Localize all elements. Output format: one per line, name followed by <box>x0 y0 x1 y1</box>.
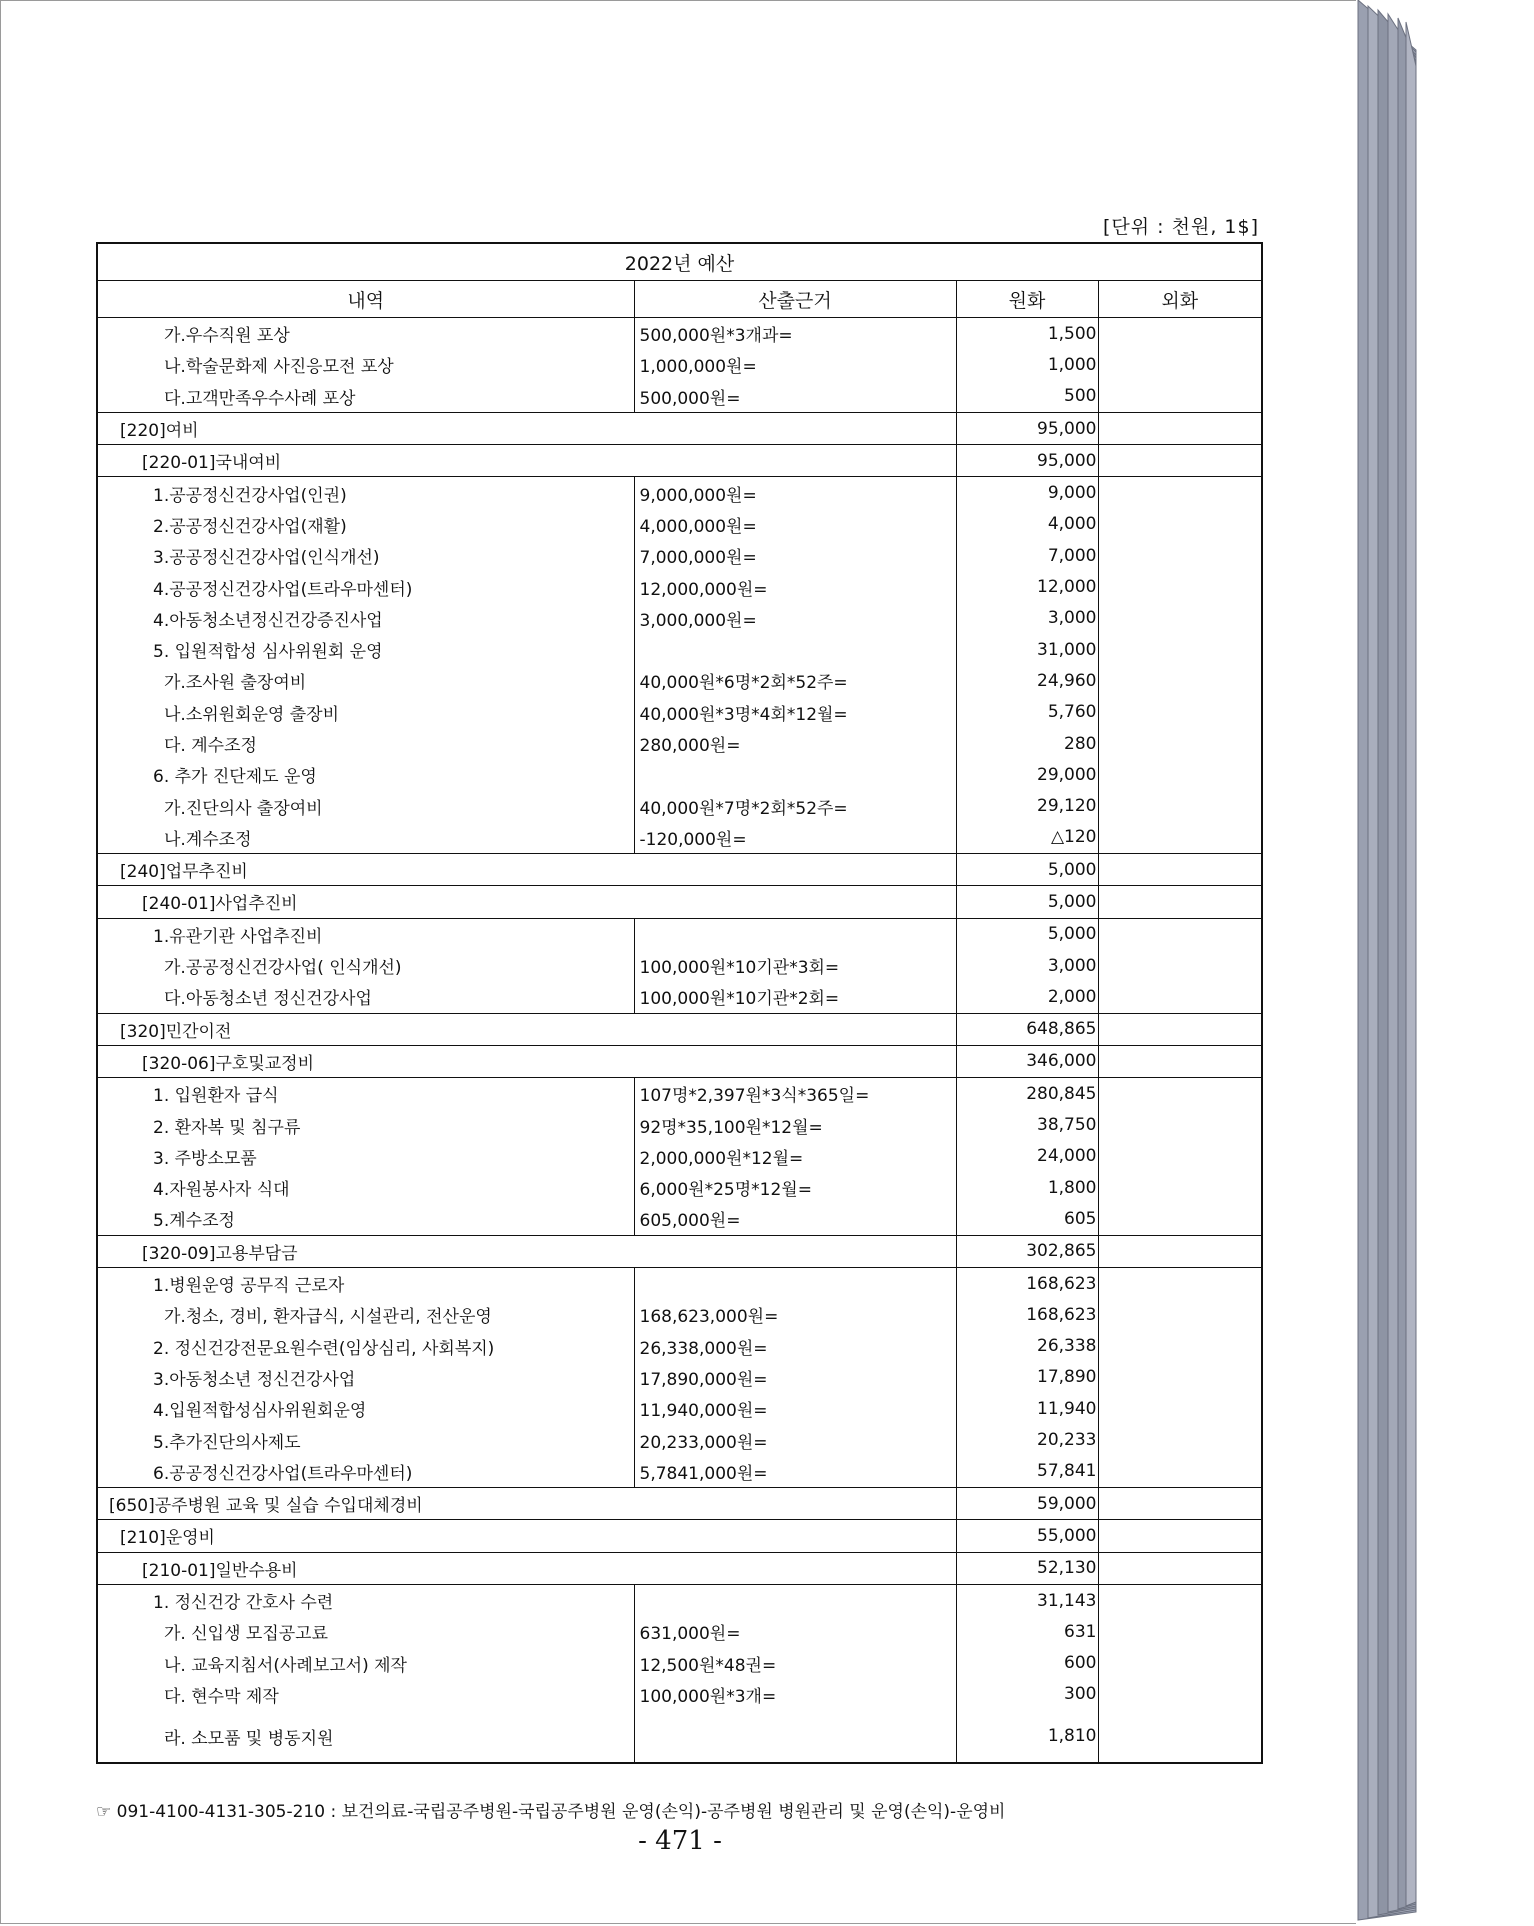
table-row <box>97 1362 1262 1393</box>
row-krw-amount: 95,000 <box>956 412 1098 444</box>
row-basis <box>634 1584 956 1616</box>
row-krw-amount: 500 <box>956 381 1098 413</box>
table-row <box>97 445 1262 477</box>
table-row <box>97 1331 1262 1362</box>
row-foreign-amount <box>1098 1647 1262 1678</box>
row-basis: 2,000,000원*12월= <box>634 1141 956 1172</box>
table-row <box>97 1013 1262 1045</box>
row-krw-amount: 24,000 <box>956 1141 1098 1172</box>
row-foreign-amount <box>1098 1078 1262 1110</box>
table-row <box>97 1299 1262 1330</box>
account-code-footnote: ☞ 091-4100-4131-305-210 : 보건의료-국립공주병원-국립공주병원 운영(손익)-공주병원 병원관리 및 운영(손익)-운영비 <box>96 1802 1006 1822</box>
row-foreign-amount <box>1098 1552 1262 1584</box>
row-krw-amount: 24,960 <box>956 665 1098 696</box>
row-description: 4.공공정신건강사업(트라우마센터) <box>97 571 634 602</box>
row-basis <box>634 1267 956 1299</box>
row-foreign-amount <box>1098 1456 1262 1488</box>
table-row <box>97 318 1262 350</box>
unit-label: [단위 : 천원, 1$] <box>1103 216 1259 238</box>
row-foreign-amount <box>1098 1203 1262 1235</box>
row-foreign-amount <box>1098 1299 1262 1330</box>
column-header-foreign: 외화 <box>1098 281 1262 318</box>
row-description: 가.진단의사 출장여비 <box>97 790 634 821</box>
row-foreign-amount <box>1098 1520 1262 1552</box>
table-row <box>97 1616 1262 1647</box>
row-krw-amount: 17,890 <box>956 1362 1098 1393</box>
row-basis: 100,000원*3개= <box>634 1679 956 1710</box>
table-row <box>97 1235 1262 1267</box>
row-description: [320]민간이전 <box>97 1013 956 1045</box>
row-krw-amount: 59,000 <box>956 1487 1098 1519</box>
row-foreign-amount <box>1098 318 1262 350</box>
row-krw-amount: 1,810 <box>956 1710 1098 1763</box>
row-description: 가. 신입생 모집공고료 <box>97 1616 634 1647</box>
row-foreign-amount <box>1098 349 1262 380</box>
row-krw-amount: 302,865 <box>956 1235 1098 1267</box>
row-krw-amount: 168,623 <box>956 1299 1098 1330</box>
row-krw-amount: 5,000 <box>956 854 1098 886</box>
row-krw-amount: 38,750 <box>956 1109 1098 1140</box>
row-krw-amount: 605 <box>956 1203 1098 1235</box>
row-foreign-amount <box>1098 1109 1262 1140</box>
table-row <box>97 1078 1262 1110</box>
row-foreign-amount <box>1098 1045 1262 1077</box>
table-row <box>97 540 1262 571</box>
row-description: 1.공공정신건강사업(인권) <box>97 477 634 509</box>
row-krw-amount: 26,338 <box>956 1331 1098 1362</box>
row-basis: 12,000,000원= <box>634 571 956 602</box>
table-row <box>97 1584 1262 1616</box>
row-foreign-amount <box>1098 1487 1262 1519</box>
budget-table <box>96 242 1263 1764</box>
row-basis: 7,000,000원= <box>634 540 956 571</box>
row-description: [220-01]국내여비 <box>97 445 956 477</box>
table-row <box>97 665 1262 696</box>
row-description: 가.공공정신건강사업( 인식개선) <box>97 950 634 981</box>
row-foreign-amount <box>1098 1679 1262 1710</box>
row-krw-amount: 346,000 <box>956 1045 1098 1077</box>
row-basis <box>634 759 956 790</box>
table-row <box>97 1679 1262 1710</box>
row-basis: -120,000원= <box>634 822 956 854</box>
row-foreign-amount <box>1098 1235 1262 1267</box>
row-foreign-amount <box>1098 1172 1262 1203</box>
row-krw-amount: 7,000 <box>956 540 1098 571</box>
row-description: 3.공공정신건강사업(인식개선) <box>97 540 634 571</box>
row-krw-amount: 631 <box>956 1616 1098 1647</box>
row-description: 5. 입원적합성 심사위원회 운영 <box>97 634 634 665</box>
row-description: 2. 환자복 및 침구류 <box>97 1109 634 1140</box>
row-foreign-amount <box>1098 1584 1262 1616</box>
row-description: 다. 현수막 제작 <box>97 1679 634 1710</box>
table-row <box>97 1647 1262 1678</box>
row-description: 2. 정신건강전문요원수련(임상심리, 사회복지) <box>97 1331 634 1362</box>
row-basis: 605,000원= <box>634 1203 956 1235</box>
table-row <box>97 349 1262 380</box>
table-row <box>97 697 1262 728</box>
table-row <box>97 1141 1262 1172</box>
row-basis <box>634 634 956 665</box>
table-row <box>97 1487 1262 1519</box>
row-krw-amount: 29,120 <box>956 790 1098 821</box>
table-row <box>97 1109 1262 1140</box>
row-krw-amount: 4,000 <box>956 509 1098 540</box>
table-row <box>97 728 1262 759</box>
row-basis: 3,000,000원= <box>634 603 956 634</box>
row-foreign-amount <box>1098 728 1262 759</box>
row-basis: 631,000원= <box>634 1616 956 1647</box>
table-row <box>97 759 1262 790</box>
row-krw-amount: 29,000 <box>956 759 1098 790</box>
row-krw-amount: 648,865 <box>956 1013 1098 1045</box>
row-foreign-amount <box>1098 1141 1262 1172</box>
table-row <box>97 950 1262 981</box>
row-description: 다.고객만족우수사례 포상 <box>97 381 634 413</box>
row-krw-amount: 1,000 <box>956 349 1098 380</box>
row-basis: 17,890,000원= <box>634 1362 956 1393</box>
row-krw-amount: 5,000 <box>956 918 1098 950</box>
row-description: [320-06]구호및교정비 <box>97 1045 956 1077</box>
row-foreign-amount <box>1098 1424 1262 1455</box>
row-krw-amount: 9,000 <box>956 477 1098 509</box>
row-foreign-amount <box>1098 571 1262 602</box>
row-foreign-amount <box>1098 1331 1262 1362</box>
row-foreign-amount <box>1098 950 1262 981</box>
row-krw-amount: 95,000 <box>956 445 1098 477</box>
table-row <box>97 918 1262 950</box>
row-basis: 40,000원*7명*2회*52주= <box>634 790 956 821</box>
table-row <box>97 571 1262 602</box>
row-krw-amount: △120 <box>956 822 1098 854</box>
table-row <box>97 381 1262 413</box>
row-description: 3.아동청소년 정신건강사업 <box>97 1362 634 1393</box>
row-krw-amount: 300 <box>956 1679 1098 1710</box>
column-header-basis: 산출근거 <box>634 281 956 318</box>
row-basis: 5,7841,000원= <box>634 1456 956 1488</box>
row-krw-amount: 280 <box>956 728 1098 759</box>
table-row <box>97 1393 1262 1424</box>
row-description: 6.공공정신건강사업(트라우마센터) <box>97 1456 634 1488</box>
table-row <box>97 1045 1262 1077</box>
table-row <box>97 634 1262 665</box>
row-krw-amount: 31,143 <box>956 1584 1098 1616</box>
row-description: [210]운영비 <box>97 1520 956 1552</box>
row-description: 3. 주방소모품 <box>97 1141 634 1172</box>
row-basis: 92명*35,100원*12월= <box>634 1109 956 1140</box>
row-basis <box>634 918 956 950</box>
year-header: 2022년 예산 <box>97 243 1262 281</box>
column-header-krw: 원화 <box>956 281 1098 318</box>
column-header-description: 내역 <box>97 281 634 318</box>
row-description: 가.청소, 경비, 환자급식, 시설관리, 전산운영 <box>97 1299 634 1330</box>
table-row <box>97 1520 1262 1552</box>
row-basis: 100,000원*10기관*3회= <box>634 950 956 981</box>
row-foreign-amount <box>1098 412 1262 444</box>
row-foreign-amount <box>1098 697 1262 728</box>
row-basis: 4,000,000원= <box>634 509 956 540</box>
row-description: 가.우수직원 포상 <box>97 318 634 350</box>
table-row <box>97 412 1262 444</box>
row-description: [210-01]일반수용비 <box>97 1552 956 1584</box>
row-krw-amount: 1,500 <box>956 318 1098 350</box>
row-foreign-amount <box>1098 981 1262 1013</box>
row-foreign-amount <box>1098 509 1262 540</box>
table-row <box>97 1203 1262 1235</box>
table-row <box>97 509 1262 540</box>
row-foreign-amount <box>1098 759 1262 790</box>
row-description: 1.유관기관 사업추진비 <box>97 918 634 950</box>
row-description: 2.공공정신건강사업(재활) <box>97 509 634 540</box>
row-krw-amount: 5,760 <box>956 697 1098 728</box>
row-description: [240-01]사업추진비 <box>97 886 956 918</box>
table-row <box>97 1172 1262 1203</box>
row-basis <box>634 1710 956 1763</box>
row-foreign-amount <box>1098 665 1262 696</box>
row-description: 6. 추가 진단제도 운영 <box>97 759 634 790</box>
row-basis: 6,000원*25명*12월= <box>634 1172 956 1203</box>
row-krw-amount: 52,130 <box>956 1552 1098 1584</box>
table-row <box>97 1552 1262 1584</box>
row-basis: 1,000,000원= <box>634 349 956 380</box>
row-foreign-amount <box>1098 790 1262 821</box>
row-basis: 40,000원*3명*4회*12월= <box>634 697 956 728</box>
row-krw-amount: 168,623 <box>956 1267 1098 1299</box>
row-basis: 40,000원*6명*2회*52주= <box>634 665 956 696</box>
row-foreign-amount <box>1098 445 1262 477</box>
row-foreign-amount <box>1098 822 1262 854</box>
row-description: 5.추가진단의사제도 <box>97 1424 634 1455</box>
row-description: 나.학술문화제 사진응모전 포상 <box>97 349 634 380</box>
row-krw-amount: 600 <box>956 1647 1098 1678</box>
row-description: 나.소위원회운영 출장비 <box>97 697 634 728</box>
row-basis: 11,940,000원= <box>634 1393 956 1424</box>
row-description: 다.아동청소년 정신건강사업 <box>97 981 634 1013</box>
page-number: - 471 - <box>638 1826 722 1856</box>
row-basis: 20,233,000원= <box>634 1424 956 1455</box>
row-description: 1. 정신건강 간호사 수련 <box>97 1584 634 1616</box>
row-foreign-amount <box>1098 540 1262 571</box>
row-description: 라. 소모품 및 병동지원 <box>97 1710 634 1763</box>
row-foreign-amount <box>1098 854 1262 886</box>
row-basis: 168,623,000원= <box>634 1299 956 1330</box>
row-description: [240]업무추진비 <box>97 854 956 886</box>
row-foreign-amount <box>1098 918 1262 950</box>
row-krw-amount: 3,000 <box>956 603 1098 634</box>
row-foreign-amount <box>1098 477 1262 509</box>
row-krw-amount: 2,000 <box>956 981 1098 1013</box>
row-description: 가.조사원 출장여비 <box>97 665 634 696</box>
row-krw-amount: 55,000 <box>956 1520 1098 1552</box>
row-foreign-amount <box>1098 603 1262 634</box>
row-description: 4.아동청소년정신건강증진사업 <box>97 603 634 634</box>
row-basis: 107명*2,397원*3식*365일= <box>634 1078 956 1110</box>
row-basis: 280,000원= <box>634 728 956 759</box>
table-row <box>97 854 1262 886</box>
row-foreign-amount <box>1098 1013 1262 1045</box>
row-description: [650]공주병원 교육 및 실습 수입대체경비 <box>97 1487 956 1519</box>
row-krw-amount: 5,000 <box>956 886 1098 918</box>
row-krw-amount: 31,000 <box>956 634 1098 665</box>
row-krw-amount: 57,841 <box>956 1456 1098 1488</box>
row-foreign-amount <box>1098 1362 1262 1393</box>
row-krw-amount: 3,000 <box>956 950 1098 981</box>
table-row <box>97 1424 1262 1455</box>
row-description: [320-09]고용부담금 <box>97 1235 956 1267</box>
row-description: 1.병원운영 공무직 근로자 <box>97 1267 634 1299</box>
row-description: 나. 교육지침서(사례보고서) 제작 <box>97 1647 634 1678</box>
row-foreign-amount <box>1098 1616 1262 1647</box>
row-krw-amount: 20,233 <box>956 1424 1098 1455</box>
table-row <box>97 1267 1262 1299</box>
row-foreign-amount <box>1098 634 1262 665</box>
row-description: 1. 입원환자 급식 <box>97 1078 634 1110</box>
row-krw-amount: 280,845 <box>956 1078 1098 1110</box>
table-row <box>97 1456 1262 1488</box>
row-basis: 100,000원*10기관*2회= <box>634 981 956 1013</box>
table-row <box>97 981 1262 1013</box>
row-foreign-amount <box>1098 886 1262 918</box>
row-foreign-amount <box>1098 1267 1262 1299</box>
page-stack-edge <box>1356 0 1534 1926</box>
row-foreign-amount <box>1098 1710 1262 1763</box>
row-description: [220]여비 <box>97 412 956 444</box>
row-basis: 12,500원*48권= <box>634 1647 956 1678</box>
row-description: 4.입원적합성심사위원회운영 <box>97 1393 634 1424</box>
row-basis: 500,000원= <box>634 381 956 413</box>
table-body <box>97 318 1262 1764</box>
row-description: 다. 계수조정 <box>97 728 634 759</box>
row-basis: 500,000원*3개과= <box>634 318 956 350</box>
table-row <box>97 822 1262 854</box>
row-krw-amount: 12,000 <box>956 571 1098 602</box>
row-krw-amount: 1,800 <box>956 1172 1098 1203</box>
row-foreign-amount <box>1098 1393 1262 1424</box>
table-row <box>97 790 1262 821</box>
table-row <box>97 477 1262 509</box>
row-description: 나.계수조정 <box>97 822 634 854</box>
table-row <box>97 1710 1262 1763</box>
row-basis: 26,338,000원= <box>634 1331 956 1362</box>
table-row <box>97 886 1262 918</box>
row-foreign-amount <box>1098 381 1262 413</box>
table-row <box>97 603 1262 634</box>
row-description: 4.자원봉사자 식대 <box>97 1172 634 1203</box>
row-description: 5.계수조정 <box>97 1203 634 1235</box>
row-basis: 9,000,000원= <box>634 477 956 509</box>
row-krw-amount: 11,940 <box>956 1393 1098 1424</box>
